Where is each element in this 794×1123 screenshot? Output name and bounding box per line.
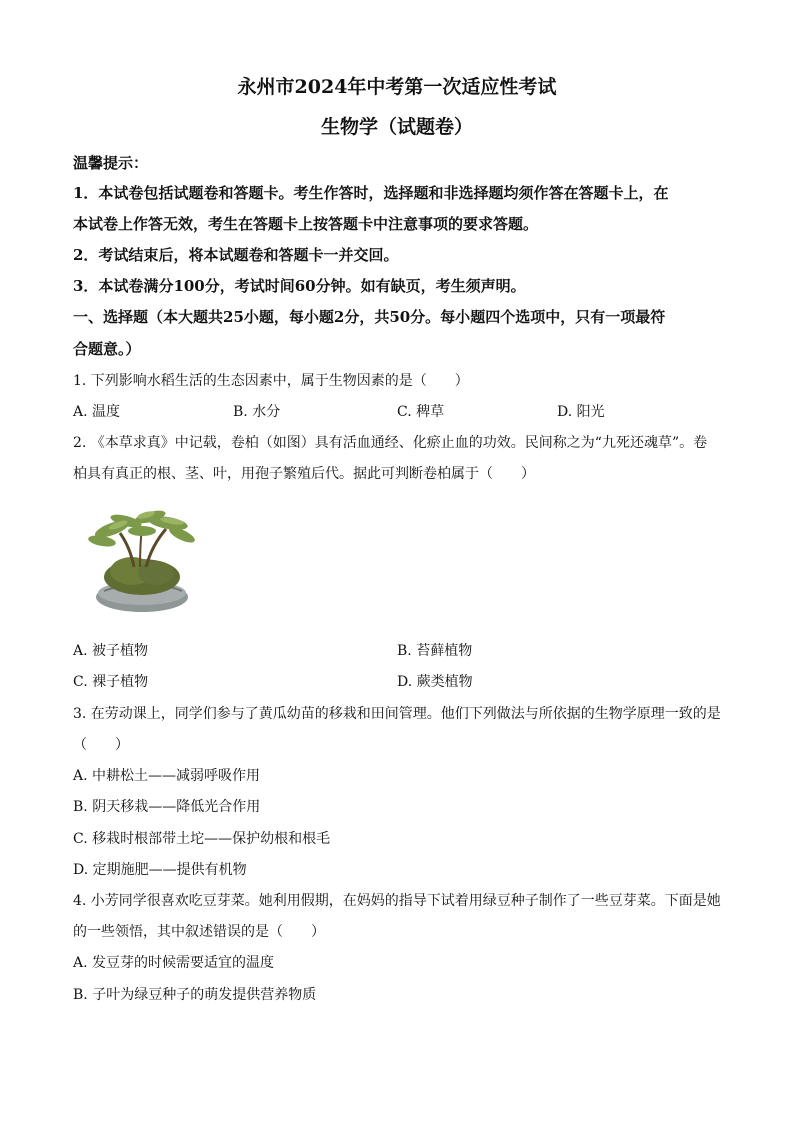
selaginella-plant-image: [84, 505, 204, 615]
q2-option-d: D. 蕨类植物: [397, 674, 473, 690]
q3-option-c: C. 移栽时根部带土坨——保护幼根和根毛: [73, 831, 331, 847]
tip-1-line-2: 本试卷上作答无效，考生在答题卡上按答题卡中注意事项的要求答题。: [73, 215, 539, 233]
q1-option-d: D. 阳光: [557, 404, 605, 420]
tip-3: 3．本试卷满分100分，考试时间60分钟。如有缺页，考生须声明。: [73, 277, 526, 295]
question-4-stem-line-2: 的一些领悟，其中叙述错误的是（ ）: [73, 924, 325, 940]
question-3-stem-line-2: （ ）: [73, 737, 129, 753]
tip-1-line-1: 1．本试卷包括试题卷和答题卡。考生作答时，选择题和非选择题均须作答在答题卡上，在: [73, 184, 669, 202]
q2-option-b: B. 苔藓植物: [397, 643, 473, 659]
q1-option-b: B. 水分: [233, 404, 281, 420]
question-3-stem-line-1: 3. 在劳动课上，同学们参与了黄瓜幼苗的移栽和田间管理。他们下列做法与所依据的生物学原理一致的是: [73, 706, 721, 722]
q1-option-c: C. 稗草: [397, 404, 445, 420]
q3-option-b: B. 阴天移栽——降低光合作用: [73, 799, 261, 815]
q3-option-a: A. 中耕松土——减弱呼吸作用: [73, 768, 261, 784]
q2-option-c: C. 裸子植物: [73, 674, 149, 690]
question-1-stem: 1. 下列影响水稻生活的生态因素中，属于生物因素的是（ ）: [73, 373, 469, 389]
q3-option-d: D. 定期施肥——提供有机物: [73, 862, 247, 878]
exam-subtitle: 生物学（试题卷）: [320, 116, 473, 138]
section-heading-line-2: 合题意。）: [73, 340, 141, 358]
question-2-stem-line-2: 柏具有真正的根、茎、叶，用孢子繁殖后代。据此可判断卷柏属于（ ）: [73, 466, 535, 482]
exam-title: 永州市2024年中考第一次适应性考试: [237, 76, 557, 98]
question-2-stem-line-1: 2. 《本草求真》中记载，卷柏（如图）具有活血通经、化瘀止血的功效。民间称之为“九死还魂草”。卷: [73, 435, 708, 451]
q2-option-a: A. 被子植物: [73, 643, 149, 659]
question-4-stem-line-1: 4. 小芳同学很喜欢吃豆芽菜。她利用假期，在妈妈的指导下试着用绿豆种子制作了一些豆芽菜。下面是她: [73, 893, 721, 909]
section-heading-line-1: 一、选择题（本大题共25小题，每小题2分，共50分。每小题四个选项中，只有一项最符: [73, 308, 666, 326]
q4-option-a: A. 发豆芽的时候需要适宜的温度: [73, 955, 275, 971]
q4-option-b: B. 子叶为绿豆种子的萌发提供营养物质: [73, 987, 317, 1003]
q1-option-a: A. 温度: [73, 404, 121, 420]
tip-2: 2．考试结束后，将本试题卷和答题卡一并交回。: [73, 246, 399, 264]
tips-heading: 温馨提示：: [73, 154, 149, 172]
